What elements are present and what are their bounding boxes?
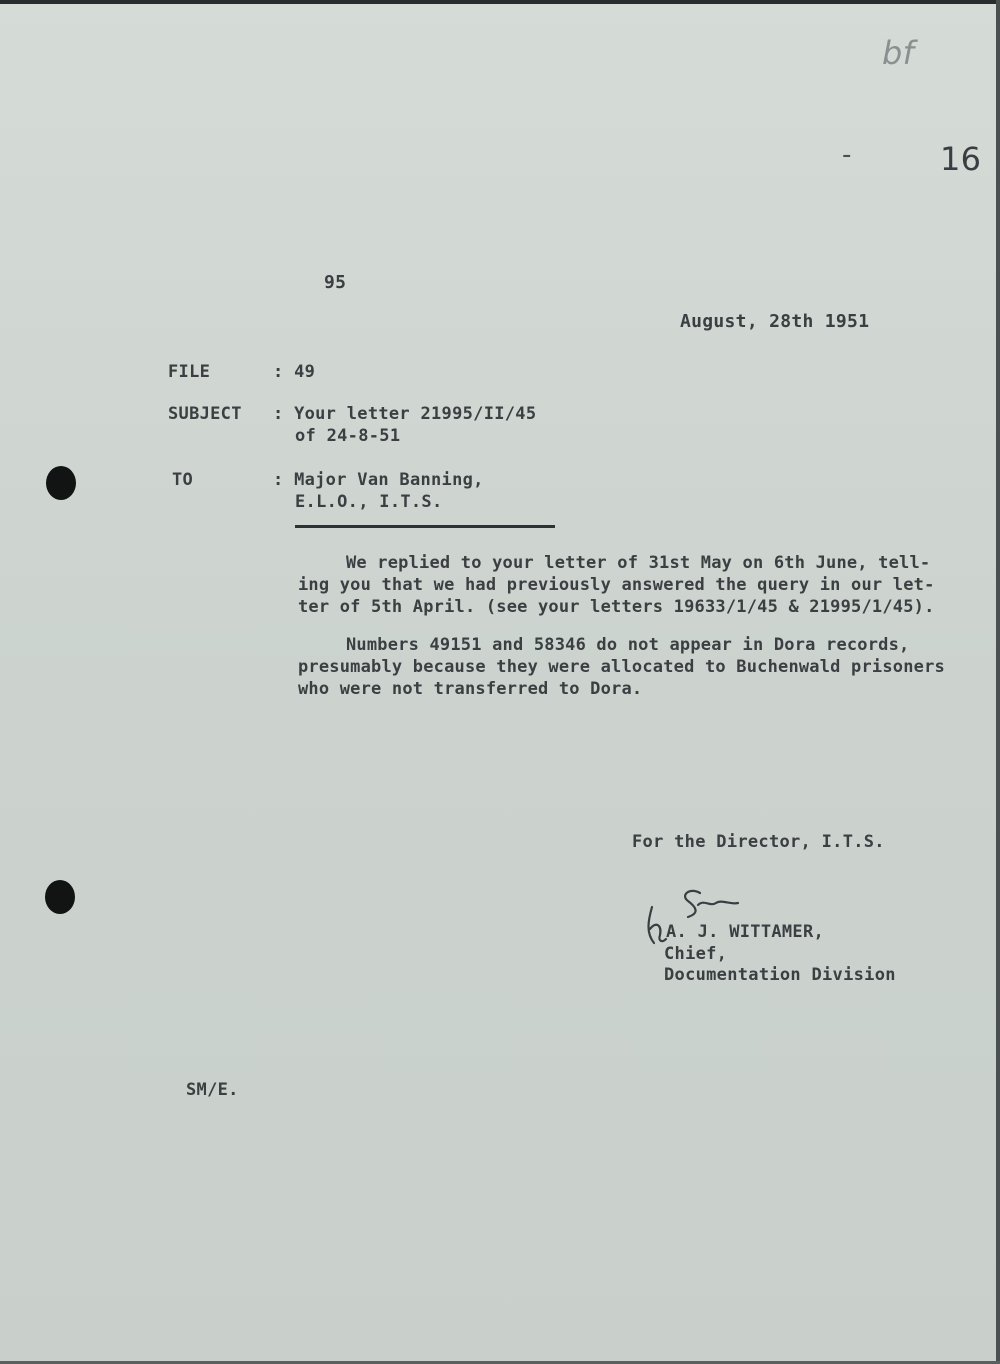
body-p2-line-2: presumably because they were allocated to Buchenwald prisoners (298, 657, 945, 677)
letter-date: August, 28th 1951 (680, 311, 870, 332)
reference-number: 95 (324, 272, 347, 293)
to-line-2: E.L.O., I.T.S. (295, 492, 443, 512)
header-divider (295, 525, 555, 528)
page-dash: - (842, 140, 852, 170)
body-p1-line-2: ing you that we had previously answered the query in our let- (298, 575, 935, 595)
page-number: 16 (940, 140, 982, 178)
body-paragraph-2 (298, 634, 945, 700)
to-line-1: : Major Van Banning, (273, 470, 484, 490)
subject-line-2: of 24-8-51 (295, 426, 401, 446)
signatory-title: Chief, (664, 944, 728, 964)
body-p1-line-3: ter of 5th April. (see your letters 19633/1/45 & 21995/1/45). (298, 597, 935, 617)
body-p2-line-3: who were not transferred to Dora. (298, 679, 643, 699)
typist-initials: SM/E. (186, 1080, 239, 1100)
file-label: FILE (168, 362, 211, 382)
file-value: : 49 (273, 362, 316, 382)
body-paragraph-1 (298, 552, 935, 618)
signatory-division: Documentation Division (664, 965, 896, 985)
subject-label: SUBJECT (168, 404, 242, 424)
subject-line-1: : Your letter 21995/II/45 (273, 404, 537, 424)
scan-edge-right (996, 0, 1000, 1364)
body-p2-line-1: Numbers 49151 and 58346 do not appear in Dora records, (346, 635, 910, 655)
corner-handwritten-note: bf (882, 34, 915, 72)
punch-hole-lower (45, 880, 75, 914)
signatory-name: A. J. WITTAMER, (666, 922, 825, 942)
punch-hole-upper (46, 466, 76, 500)
closing-line: For the Director, I.T.S. (632, 832, 885, 852)
scan-edge-top (0, 0, 1000, 4)
body-p1-line-1: We replied to your letter of 31st May on 6th June, tell- (346, 553, 931, 573)
to-label: TO (172, 470, 194, 490)
